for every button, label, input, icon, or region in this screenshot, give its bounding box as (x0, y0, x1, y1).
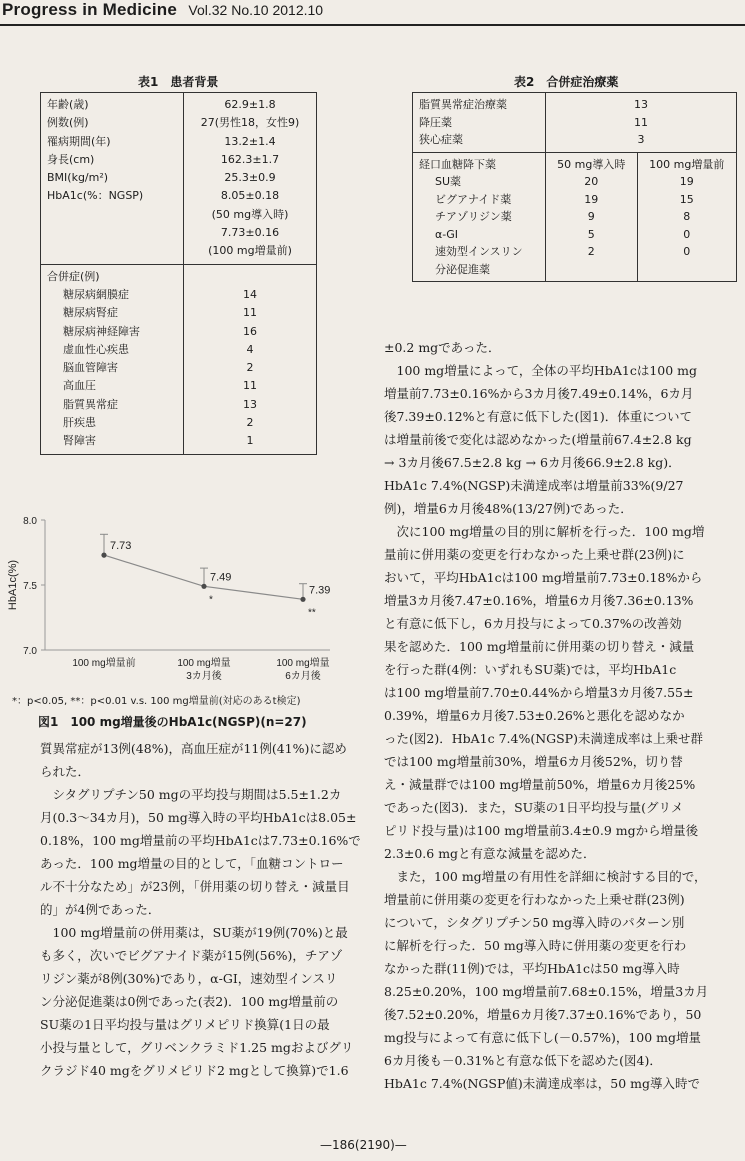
table1-comp-header: 合併症(例) (47, 269, 100, 283)
right-text-line: なかった群(11例)では，平均HbA1cは50 mg導入時 (384, 961, 680, 976)
table1-comp-value: 2 (246, 361, 254, 375)
header-rule (0, 24, 745, 26)
table1-row-value: 13.2±1.4 (224, 134, 276, 148)
table1-row-label (47, 242, 177, 260)
right-text-line: ±0.2 mgであった． (384, 340, 501, 355)
journal-name: Progress in Medicine (2, 0, 177, 19)
right-text-line: 0.39%，増量6カ月後7.53±0.26%と悪化を認めなか (384, 708, 685, 723)
right-text-line: について，シタグリプチン50 mg導入時のパターン別 (384, 915, 685, 930)
right-text-line: 後7.39±0.12%と有意に低下した(図1)．体重について (384, 409, 692, 424)
table1-row-label: 身長(cm) (47, 152, 95, 166)
table2-drug-label: チアゾリジン薬 (435, 210, 512, 223)
table2-top-value: 11 (634, 115, 648, 129)
significance-mark: ** (308, 607, 316, 619)
table1-comp-label: 高血圧 (63, 379, 96, 393)
x-tick-label: 3カ月後 (186, 671, 222, 682)
right-text-line: ピリド投与量)は100 mg増量前3.4±0.9 mgから増量後 (384, 823, 699, 838)
right-text-line: った(図2)．HbA1c 7.4%(NGSP)未満達成率は上乗せ群 (384, 731, 703, 746)
data-point (300, 597, 305, 602)
journal-header (2, 0, 323, 20)
right-text-line: は100 mg増量前7.70±0.44%から増量3カ月後7.55± (384, 685, 694, 700)
table1-comp-label: 脂質異常症 (63, 397, 118, 411)
right-text-line: であった(図3)．また，SU薬の1日平均投与量(グリメ (384, 800, 684, 815)
left-text-column (40, 737, 361, 1082)
table1 (40, 92, 317, 455)
table2-col1-value: 9 (587, 210, 595, 223)
table2-col-100mg (637, 152, 736, 282)
right-text-line: を行った群(4例：いずれもSU薬)では，平均HbA1c (384, 662, 677, 677)
table1-row-label: 罹病期間(年) (47, 134, 111, 148)
table2-top-label: 脂質異常症治療薬 (419, 98, 507, 111)
table2-drug-label: ビグアナイド薬 (435, 192, 512, 206)
table1-comp-label: 糖尿病神経障害 (63, 324, 140, 338)
table1-labels (41, 93, 184, 265)
journal-volume: Vol.32 No.10 2012.10 (188, 2, 324, 18)
right-text-line: 100 mg増量によって，全体の平均HbA1cは100 mg (384, 363, 698, 378)
table2-top-value: 3 (637, 133, 645, 146)
table1-comp-value: 16 (243, 324, 257, 338)
table1-comp-value: 14 (243, 287, 257, 301)
right-text-line: → 3カ月後67.5±2.8 kg → 6カ月後66.9±2.8 kg)． (384, 455, 681, 470)
table1-comp-label: 脳血管障害 (63, 361, 118, 375)
data-point (201, 584, 206, 589)
table2-col2-value: 15 (679, 192, 694, 206)
right-text-line: 6カ月後も－0.31%と有意な低下を認めた(図4)． (384, 1053, 662, 1068)
right-text-line: 例)，増量6カ月後48%(13/27例)であった． (384, 501, 633, 516)
left-text-line: ン分泌促進薬は0例であった(表2)．100 mg増量前の (40, 994, 339, 1009)
hba1c-line-chart (0, 505, 340, 685)
table2-col1-value: 2 (587, 245, 595, 258)
right-text-line: また，100 mg増量の有用性を詳細に検討する目的で， (384, 869, 707, 884)
table2-drug-labels (413, 152, 546, 282)
table1-row-value: (50 mg導入時) (211, 207, 289, 221)
right-text-line: は増量前後で変化は認めなかった(増量前67.4±2.8 kg (384, 432, 692, 447)
page-number: —186(2190)— (320, 1138, 407, 1152)
table1-comp-label: 虚血性心疾患 (63, 342, 129, 356)
table2-top-values (546, 93, 737, 153)
table1-row-value: 27(男性18，女性9) (200, 116, 300, 130)
table2-top-label: 狭心症薬 (419, 133, 463, 146)
right-text-line: 8.25±0.20%，100 mg増量前7.68±0.15%，増量3カ月 (384, 984, 709, 999)
table1-comp-value: 11 (243, 379, 257, 393)
y-tick-label: 7.5 (23, 581, 37, 592)
table2-col2-value: 19 (679, 175, 694, 188)
table1-comp-label: 腎障害 (63, 434, 96, 448)
right-text-line: おいて，平均HbA1cは100 mg増量前7.73±0.18%から (384, 570, 703, 585)
right-text-line: 次に100 mg増量の目的別に解析を行った．100 mg増 (384, 524, 705, 539)
table2-col1-value (552, 261, 631, 279)
table2-col2-value (644, 261, 730, 279)
table1-row-label (47, 206, 177, 224)
right-text-column (384, 336, 708, 1095)
right-text-line: 量前に併用薬の変更を行わなかった上乗せ群(23例)に (384, 547, 685, 562)
table1-row-label: 例数(例) (47, 116, 89, 130)
right-text-line: と有意に低下し，6カ月投与によって0.37%の改善効 (384, 616, 682, 631)
left-text-line: 100 mg増量前の併用薬は，SU薬が19例(70%)と最 (40, 925, 348, 940)
table2-top-labels (413, 93, 546, 153)
table2-col2-value: 0 (683, 245, 691, 258)
table1-complication-values (184, 264, 317, 454)
left-text-line: も多く，次いでビグアナイド薬が15例(56%)，チアゾ (40, 948, 343, 963)
data-label: 7.73 (110, 540, 132, 553)
table1-comp-value: 13 (243, 397, 257, 411)
table2-top-label: 降圧薬 (419, 115, 452, 129)
table2-top-value: 13 (634, 98, 648, 111)
table2-drug-label: SU薬 (435, 175, 462, 188)
left-text-line: られた． (40, 764, 91, 779)
right-text-line: 増量3カ月後7.47±0.16%，増量6カ月後7.36±0.13% (384, 593, 694, 608)
table2-drug-label: α-GI (435, 227, 458, 241)
table1-row-label: BMI(kg/m²) (47, 171, 109, 185)
table1-caption: 表1 患者背景 (138, 75, 219, 89)
y-tick-label: 8.0 (23, 516, 37, 527)
table1-comp-value: 2 (246, 416, 254, 430)
table1-comp-value: 4 (246, 342, 254, 356)
table1-row-value: (100 mg増量前) (208, 244, 292, 258)
left-text-line: リジン薬が8例(30%)であり，α-GI，速効型インスリ (40, 971, 338, 986)
right-text-line: 増量前に併用薬の変更を行わなかった上乗せ群(23例) (384, 892, 685, 907)
table2-col2-value: 8 (683, 210, 691, 223)
table2-col2-value: 0 (683, 227, 691, 241)
figure1-caption: 図1 100 mg増量後のHbA1c(NGSP)(n=27) (38, 715, 307, 729)
right-text-line: え・減量群では100 mg増量前50%，増量6カ月後25% (384, 777, 696, 792)
data-label: 7.49 (210, 571, 232, 584)
right-text-line: mg投与によって有意に低下し(－0.57%)，100 mg増量 (384, 1030, 702, 1045)
table2-col1-value: 19 (584, 192, 599, 206)
x-tick-label: 100 mg増量前 (72, 658, 136, 669)
data-point (101, 553, 106, 558)
left-text-line: 小投与量として，グリベンクラミド1.25 mgおよびグリ (40, 1040, 354, 1055)
table2-header-col2: 100 mg増量前 (649, 157, 725, 171)
right-text-line: 後7.52±0.20%，増量6カ月後7.37±0.16%であり，50 (384, 1007, 702, 1022)
right-text-line: 果を認めた．100 mg増量前に併用薬の切り替え・減量 (384, 639, 695, 654)
table2-header-col1: 50 mg導入時 (557, 157, 626, 171)
right-text-line: 増量前7.73±0.16%から3カ月後7.49±0.14%，6カ月 (384, 386, 694, 401)
left-text-line: ル不十分なため」が23例，「併用薬の切り替え・減量目 (40, 879, 350, 894)
table1-values (184, 93, 317, 265)
table1-row-label (47, 224, 177, 242)
right-text-line: に解析を行った．50 mg導入時に併用薬の変更を行わ (384, 938, 687, 953)
left-text-line: 質異常症が13例(48%)，高血圧症が11例(41%)に認め (40, 741, 347, 756)
right-text-line: HbA1c 7.4%(NGSP)未満達成率は増量前33%(9/27 (384, 478, 684, 493)
table1-row-label: 年齢(歳) (47, 98, 89, 111)
left-text-line: SU薬の1日平均投与量はグリメピリド換算(1日の最 (40, 1017, 330, 1032)
table2-header-label: 経口血糖降下薬 (419, 157, 496, 171)
table2 (412, 92, 737, 282)
left-text-line: クラジド40 mgをグリメピリド2 mgとして換算)で1.6 (40, 1063, 349, 1078)
table1-comp-value: 11 (243, 306, 257, 320)
figure1-chart (0, 505, 340, 685)
data-label: 7.39 (309, 584, 331, 597)
x-tick-label: 100 mg増量 (276, 658, 330, 669)
left-text-line: 月(0.3～34カ月)，50 mg導入時の平均HbA1cは8.05± (40, 810, 357, 825)
table1-row-value: 62.9±1.8 (224, 98, 276, 111)
x-tick-label: 100 mg増量 (177, 658, 231, 669)
table1-comp-label: 糖尿病網膜症 (63, 287, 129, 301)
table2-caption: 表2 合併症治療薬 (514, 75, 619, 89)
table1-comp-label: 肝疾患 (63, 416, 96, 430)
right-text-line: 2.3±0.6 mgと有意な減量を認めた． (384, 846, 596, 861)
figure1-note: *：p<0.05, **：p<0.01 v.s. 100 mg増量前(対応のあるt検定) (12, 696, 301, 707)
table1-comp-value: 1 (246, 434, 254, 448)
table1-row-value: 162.3±1.7 (220, 152, 280, 166)
table2-drug-label: 分泌促進薬 (435, 262, 490, 276)
table1-row-value: 8.05±0.18 (220, 189, 280, 203)
table1-row-value: 7.73±0.16 (220, 226, 280, 240)
table1-row-label: HbA1c(%：NGSP) (47, 189, 144, 203)
left-text-line: あった．100 mg増量の目的として，「血糖コントロー (40, 856, 344, 871)
significance-mark: * (209, 594, 213, 606)
table2-col-50mg (546, 152, 638, 282)
table1-comp-label: 糖尿病腎症 (63, 306, 118, 320)
y-axis-label: HbA1c(%) (7, 559, 19, 611)
table1-complications (41, 264, 184, 454)
x-tick-label: 6カ月後 (285, 671, 321, 682)
left-text-line: シタグリプチン50 mgの平均投与期間は5.5±1.2カ (40, 787, 342, 802)
y-tick-label: 7.0 (23, 646, 37, 657)
table1-row-value: 25.3±0.9 (224, 171, 276, 185)
left-text-line: 0.18%，100 mg増量前の平均HbA1cは7.73±0.16%で (40, 833, 361, 848)
right-text-line: では100 mg増量前30%，増量6カ月後52%，切り替 (384, 754, 683, 769)
table2-drug-label: 速効型インスリン (435, 245, 523, 258)
table2-col1-value: 5 (587, 227, 595, 241)
right-text-line: HbA1c 7.4%(NGSP値)未満達成率は，50 mg導入時で (384, 1076, 700, 1091)
left-text-line: 的」が4例であった． (40, 902, 161, 917)
table2-col1-value: 20 (584, 175, 599, 188)
